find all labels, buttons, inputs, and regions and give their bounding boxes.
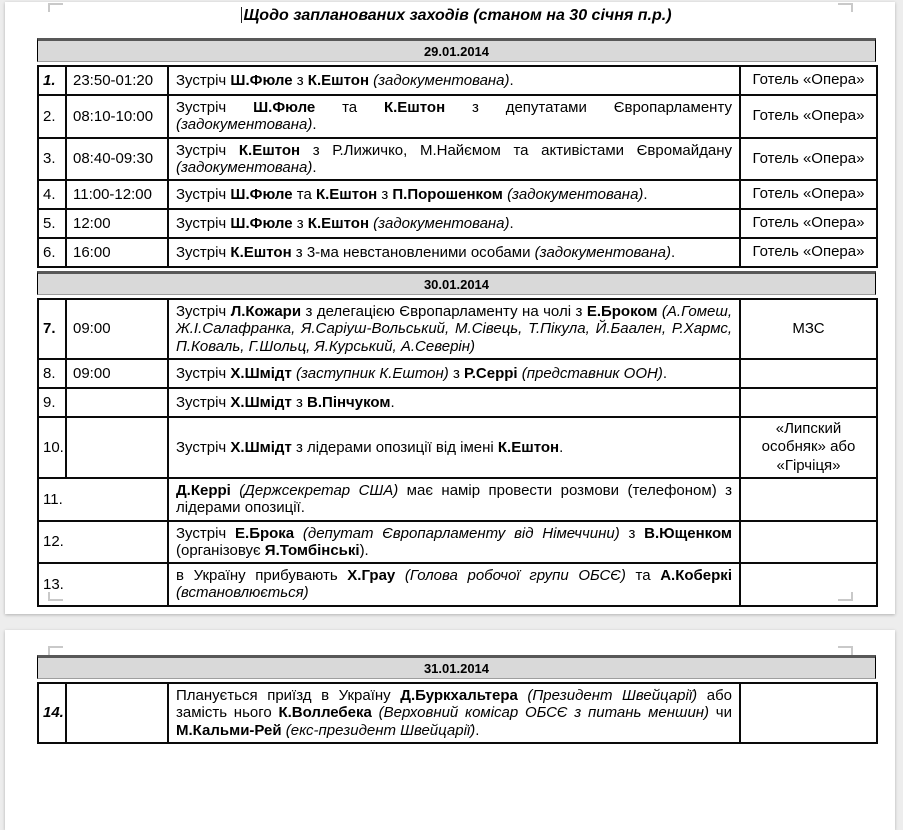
table-row xyxy=(38,388,877,417)
time-cell[interactable] xyxy=(66,417,168,478)
description-cell[interactable]: Зустріч Л.Кожари з делегацією Європарламенту на чолі з Е.Броком (А.Гомеш, Ж.І.Салафранка, Я.Саріуш-Вольський, М.Сівець, Т.Пікула, Й.Баален, Р.Хармс, П.Коваль, Г.Шольц, Я.Курський, А.Северін) xyxy=(168,299,740,359)
location-cell[interactable]: Готель «Опера» xyxy=(740,66,877,95)
document-title[interactable] xyxy=(37,2,876,29)
schedule-table xyxy=(37,682,878,744)
description-cell[interactable]: Д.Керрі (Держсекретар США) має намір провести розмови (телефоном) з лідерами опозиції. xyxy=(168,478,740,521)
text-boundary-mark xyxy=(838,646,853,655)
location-cell[interactable] xyxy=(740,359,877,388)
table-row xyxy=(38,359,877,388)
time-cell[interactable]: 23:50-01:20 xyxy=(66,66,168,95)
location-cell[interactable]: «Липский особняк» або «Гірчіця» xyxy=(740,417,877,478)
time-cell[interactable]: 09:00 xyxy=(66,299,168,359)
time-cell[interactable]: 12:00 xyxy=(66,209,168,238)
table-row xyxy=(38,563,877,606)
row-number-cell[interactable]: 2. xyxy=(38,95,66,138)
time-cell[interactable]: 08:40-09:30 xyxy=(66,138,168,181)
time-cell[interactable]: 09:00 xyxy=(66,359,168,388)
table-row xyxy=(38,209,877,238)
row-number-cell[interactable]: 4. xyxy=(38,180,66,209)
location-cell[interactable] xyxy=(740,478,877,521)
text-boundary-mark xyxy=(48,592,63,601)
description-cell[interactable]: Зустріч К.Ештон з 3-ма невстановленими особами (задокументована). xyxy=(168,238,740,267)
location-cell[interactable]: МЗС xyxy=(740,299,877,359)
date-header[interactable]: 30.01.2014 xyxy=(37,271,876,295)
row-number-cell[interactable]: 8. xyxy=(38,359,66,388)
description-cell[interactable]: Зустріч Х.Шмідт з лідерами опозиції від імені К.Ештон. xyxy=(168,417,740,478)
table-row xyxy=(38,417,877,478)
description-cell[interactable]: Зустріч Х.Шмідт з В.Пінчуком. xyxy=(168,388,740,417)
description-cell[interactable]: Зустріч Ш.Фюле та К.Ештон з депутатами Європарламенту (задокументована). xyxy=(168,95,740,138)
text-boundary-mark xyxy=(48,3,63,12)
row-number-cell[interactable]: 6. xyxy=(38,238,66,267)
location-cell[interactable]: Готель «Опера» xyxy=(740,209,877,238)
location-cell[interactable]: Готель «Опера» xyxy=(740,238,877,267)
location-cell[interactable] xyxy=(740,683,877,743)
time-cell[interactable] xyxy=(66,683,168,743)
row-number-cell[interactable]: 1. xyxy=(38,66,66,95)
document-title-text: Щодо запланованих заходів (станом на 30 січня п.р.) xyxy=(243,7,672,24)
location-cell[interactable] xyxy=(740,388,877,417)
time-cell[interactable]: 16:00 xyxy=(66,238,168,267)
table-row xyxy=(38,521,877,564)
table-row xyxy=(38,66,877,95)
page-1 xyxy=(5,2,895,614)
location-cell[interactable]: Готель «Опера» xyxy=(740,180,877,209)
schedule-table xyxy=(37,298,878,607)
schedule-table-page-1 xyxy=(37,38,876,607)
row-number-cell[interactable]: 9. xyxy=(38,388,66,417)
description-cell[interactable]: Зустріч Ш.Фюле з К.Ештон (задокументована). xyxy=(168,66,740,95)
table-row xyxy=(38,95,877,138)
row-number-cell[interactable]: 3. xyxy=(38,138,66,181)
time-cell[interactable] xyxy=(66,388,168,417)
description-cell[interactable]: Зустріч К.Ештон з Р.Лижичко, М.Найємом та активістами Євромайдану (задокументована). xyxy=(168,138,740,181)
table-row xyxy=(38,138,877,181)
table-row xyxy=(38,180,877,209)
table-row xyxy=(38,299,877,359)
schedule-table-page-2 xyxy=(37,655,876,744)
description-cell[interactable]: Зустріч Х.Шмідт (заступник К.Ештон) з Р.Серрі (представник ООН). xyxy=(168,359,740,388)
text-boundary-mark xyxy=(48,646,63,655)
text-boundary-mark xyxy=(838,592,853,601)
page-2 xyxy=(5,630,895,830)
row-number-cell[interactable]: 14. xyxy=(38,683,66,743)
row-number-cell[interactable]: 7. xyxy=(38,299,66,359)
location-cell[interactable] xyxy=(740,521,877,564)
row-number-cell[interactable]: 12. xyxy=(38,521,168,564)
time-cell[interactable]: 11:00-12:00 xyxy=(66,180,168,209)
text-boundary-mark xyxy=(838,3,853,12)
description-cell[interactable]: Планується приїзд в Україну Д.Буркхальтера (Президент Швейцарії) або замість нього К.Воллебека (Верховний комісар ОБСЄ з питань меншин) чи М.Кальми-Рей (екс-президент Швейцарії). xyxy=(168,683,740,743)
row-number-cell[interactable]: 5. xyxy=(38,209,66,238)
date-header[interactable]: 31.01.2014 xyxy=(37,655,876,679)
description-cell[interactable]: Зустріч Ш.Фюле та К.Ештон з П.Порошенком (задокументована). xyxy=(168,180,740,209)
row-number-cell[interactable]: 13. xyxy=(38,563,168,606)
time-cell[interactable]: 08:10-10:00 xyxy=(66,95,168,138)
location-cell[interactable]: Готель «Опера» xyxy=(740,95,877,138)
schedule-section xyxy=(37,271,876,607)
schedule-section xyxy=(37,655,876,744)
description-cell[interactable]: Зустріч Ш.Фюле з К.Ештон (задокументована). xyxy=(168,209,740,238)
date-header[interactable]: 29.01.2014 xyxy=(37,38,876,62)
schedule-table xyxy=(37,65,878,268)
row-number-cell[interactable]: 10. xyxy=(38,417,66,478)
description-cell[interactable]: Зустріч Е.Брока (депутат Європарламенту від Німеччини) з В.Ющенком (організовує Я.Томбінські). xyxy=(168,521,740,564)
location-cell[interactable] xyxy=(740,563,877,606)
description-cell[interactable]: в Україну прибувають Х.Грау (Голова робочої групи ОБСЄ) та А.Коберкі (встановлюється) xyxy=(168,563,740,606)
location-cell[interactable]: Готель «Опера» xyxy=(740,138,877,181)
table-row xyxy=(38,238,877,267)
table-row xyxy=(38,683,877,743)
table-row xyxy=(38,478,877,521)
row-number-cell[interactable]: 11. xyxy=(38,478,168,521)
schedule-section xyxy=(37,38,876,268)
